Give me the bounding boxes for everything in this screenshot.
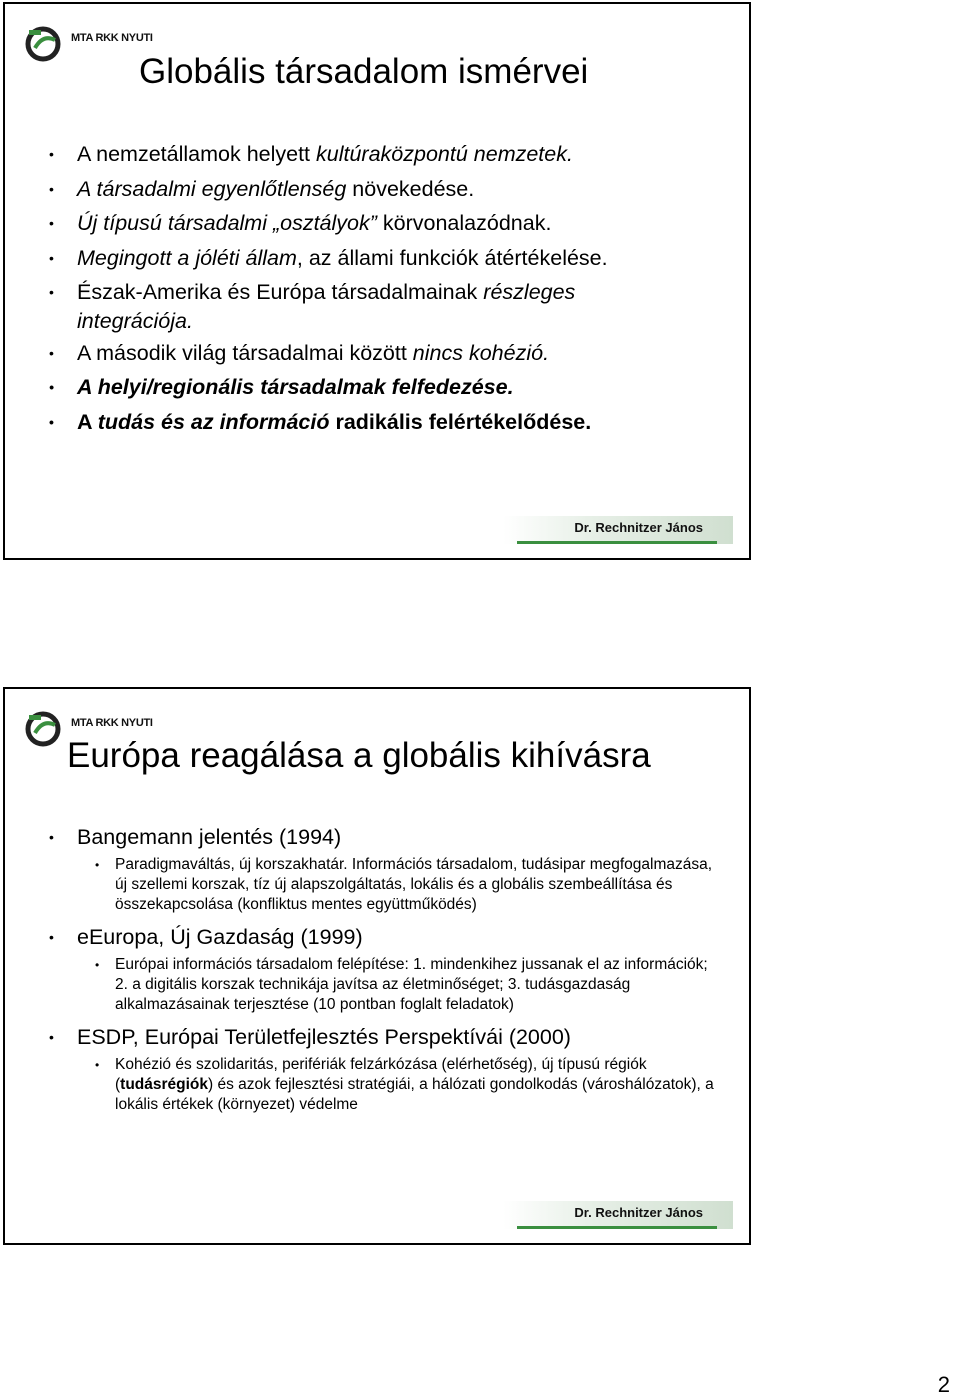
list-item: • Megingott a jóléti állam, az állami funkciók átértékelése. [49,241,709,276]
sub-list-item: • Paradigmaváltás, új korszakhatár. Információs társadalom, tudásipar megfogalmazása, új szellemi korszak, tíz új alapszolgáltatás, lokális és a globális szembeállítása és összekapcsolása (konfliktus mentes együttműködés) [49,855,719,915]
list-item: • A tudás és az információ radikális felértékelődése. [49,405,709,440]
list-item: • A második világ társadalmai között nincs kohézió. [49,336,709,371]
logo-swirl-icon [25,26,61,62]
slide-europe-response [3,687,751,1245]
sub-list [49,1055,719,1115]
list-item: • Bangemann jelentés (1994) [49,820,719,855]
list-item: • A nemzetállamok helyett kultúraközpontú nemzetek. [49,137,709,172]
author-name: Dr. Rechnitzer János [574,1205,703,1220]
logo-text: MTA RKK NYUTI [71,32,153,44]
page-number: 2 [937,1372,950,1397]
list-item: • A helyi/regionális társadalmak felfedezése. [49,370,709,405]
logo-swirl-icon [25,711,61,747]
author-footer [483,514,733,544]
bullet-list [49,820,719,1120]
author-name: Dr. Rechnitzer János [574,520,703,535]
author-footer [483,1199,733,1229]
list-item: • Észak-Amerika és Európa társadalmainak részleges integrációja. [49,275,709,336]
mta-rkk-logo [25,26,155,66]
list-item: • ESDP, Európai Területfejlesztés Perspektívái (2000) [49,1020,719,1055]
slide-title: Globális társadalom ismérvei [139,52,589,91]
sub-list [49,955,719,1015]
list-item: • Új típusú társadalmi „osztályok” körvonalazódnak. [49,206,709,241]
slide-global-society [3,2,751,560]
list-item: • A társadalmi egyenlőtlenség növekedése. [49,172,709,207]
bullet-list [49,137,709,439]
slide-title: Európa reagálása a globális kihívásra [67,736,651,775]
sub-list-item: • Kohézió és szolidaritás, perifériák felzárkózása (elérhetőség), új típusú régiók (tudásrégiók) és azok fejlesztési stratégiái, a hálózati gondolkodás (városhálózatok), a lokális értékek (környezet) védelme [49,1055,719,1115]
logo-text: MTA RKK NYUTI [71,717,153,729]
sub-list [49,855,719,915]
sub-list-item: • Európai információs társadalom felépítése: 1. mindenkihez jussanak el az információk; 2. a digitális korszak technikája javítsa az életminőséget; 3. tudásgazdaság alkalmazásainak terjesztése (10 pontban foglalt feladatok) [49,955,719,1015]
list-item: • eEuropa, Új Gazdaság (1999) [49,920,719,955]
